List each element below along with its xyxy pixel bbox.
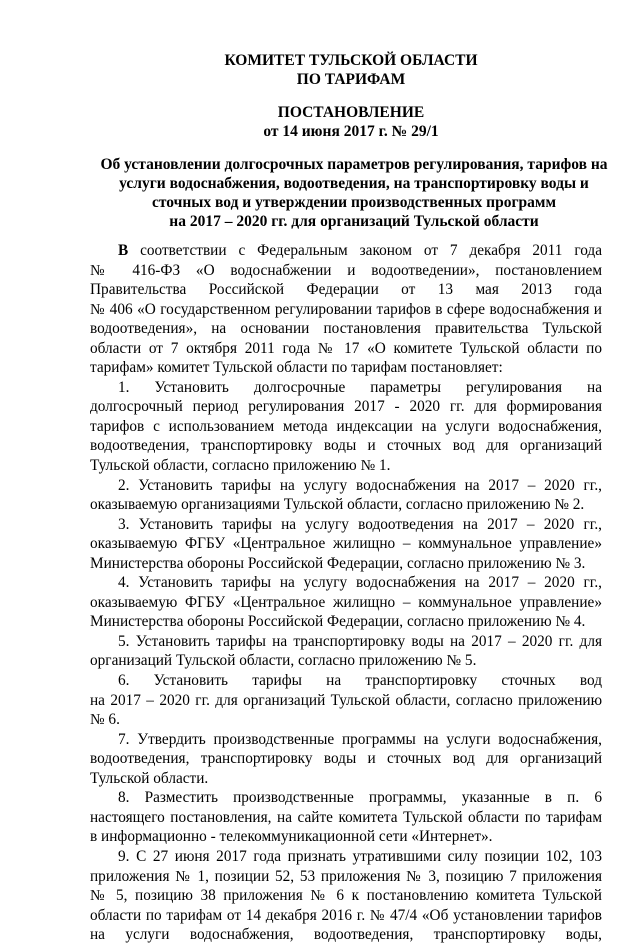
document-title <box>0 155 640 231</box>
clause-1-line: Тульской области, согласно приложению № 1. <box>90 457 391 475</box>
title-line: услуги водоснабжения, водоотведения, на транспортировку воды и <box>119 175 589 192</box>
clause-1-line: 1. Установить долгосрочные параметры регулирования на <box>118 378 602 396</box>
clause-3-line: 3. Установить тарифы на услугу водоотведения на 2017 – 2020 гг., <box>118 515 602 533</box>
document-type: ПОСТАНОВЛЕНИЕ <box>277 104 425 121</box>
body-line: В соответствии с Федеральным законом от 7 декабря 2011 года <box>118 242 602 259</box>
clause-5-line: 5. Установить тарифы на транспортировку воды на 2017 – 2020 гг. для <box>118 632 602 650</box>
clause-7-line: 7. Утвердить производственные программы на услуги водоснабжения, <box>118 730 602 748</box>
committee-name-line-1: КОМИТЕТ ТУЛЬСКОЙ ОБЛАСТИ <box>224 52 478 69</box>
title-line: Об установлении долгосрочных параметров регулирования, тарифов на <box>100 156 608 173</box>
committee-name-line-2: ПО ТАРИФАМ <box>296 71 406 88</box>
clause-8-line: 8. Разместить производственные программы, указанные в п. 6 <box>118 789 602 807</box>
clause-3-line: оказываемую ФГБУ «Центральное жилищно – коммунальное управление» <box>90 535 602 553</box>
clause-1-line: долгосрочный период регулирования 2017 - 2020 гг. для формирования <box>90 398 602 416</box>
clause-4-line: Министерства обороны Российской Федерации, согласно приложению № 4. <box>90 613 586 631</box>
clause-1-line: тарифов с использованием метода индексации на услуги водоснабжения, <box>90 417 602 435</box>
clause-8-line: в информационно - телекоммуникационной сети «Интернет». <box>90 828 493 846</box>
clause-9-line: № 5, позицию 38 приложения № 6 к постановлению комитета Тульской <box>90 887 602 905</box>
resolution-header <box>0 103 640 141</box>
committee-header <box>0 51 640 89</box>
body-line: водоотведения», на основании постановления правительства Тульской <box>90 320 602 338</box>
clause-9-line: области по тарифам от 14 декабря 2016 г. № 47/4 «Об установлении тарифов <box>90 906 602 924</box>
body-line: № 416-ФЗ «О водоснабжении и водоотведении», постановлением <box>90 261 602 279</box>
clause-3-line: Министерства обороны Российской Федерации, согласно приложению № 3. <box>90 554 586 572</box>
clause-7-line: Тульской области. <box>90 769 209 787</box>
clause-2-line: оказываемую организациями Тульской области, согласно приложению № 2. <box>90 496 585 514</box>
body-line: области от 7 октября 2011 года № 17 «О комитете Тульской области по <box>90 339 602 357</box>
body-line: Правительства Российской Федерации от 13 мая 2013 года <box>90 281 602 299</box>
body-line: тарифам» комитет Тульской области по тарифам постановляет: <box>90 359 503 377</box>
clause-6-line: № 6. <box>90 711 120 729</box>
document-body <box>90 241 602 945</box>
clause-9-line: 9. С 27 июня 2017 года признать утратившими силу позиции 102, 103 <box>118 847 602 865</box>
clause-5-line: организаций Тульской области, согласно приложению № 5. <box>90 652 477 670</box>
clause-2-line: 2. Установить тарифы на услугу водоснабжения на 2017 – 2020 гг., <box>118 476 602 494</box>
clause-8-line: настоящего постановления, на сайте комитета Тульской области по тарифам <box>90 808 602 826</box>
lead-letter: В <box>118 242 129 259</box>
clause-4-line: 4. Установить тарифы на услугу водоснабжения на 2017 – 2020 гг., <box>118 574 602 592</box>
body-line: № 406 «О государственном регулировании тарифов в сфере водоснабжения и <box>90 300 602 318</box>
clause-6-line: на 2017 – 2020 гг. для организаций Тульской области, согласно приложению <box>90 691 602 709</box>
clause-9-line: на услуги водоснабжения, водоотведения, транспортировку воды, <box>90 926 602 944</box>
document-date-number: от 14 июня 2017 г. № 29/1 <box>263 123 439 140</box>
clause-7-line: водоотведения, транспортировку воды и сточных вод для организаций <box>90 750 602 768</box>
clause-4-line: оказываемую ФГБУ «Центральное жилищно – коммунальное управление» <box>90 593 602 611</box>
clause-1-line: водоотведения, транспортировку воды и сточных вод для организаций <box>90 437 602 455</box>
title-line: сточных вод и утверждении производственных программ <box>151 194 556 211</box>
title-line: на 2017 – 2020 гг. для организаций Тульской области <box>169 213 539 230</box>
clause-6-line: 6. Установить тарифы на транспортировку сточных вод <box>118 672 602 690</box>
clause-9-line: приложения № 1, позиции 52, 53 приложения № 3, позицию 7 приложения <box>90 867 602 885</box>
